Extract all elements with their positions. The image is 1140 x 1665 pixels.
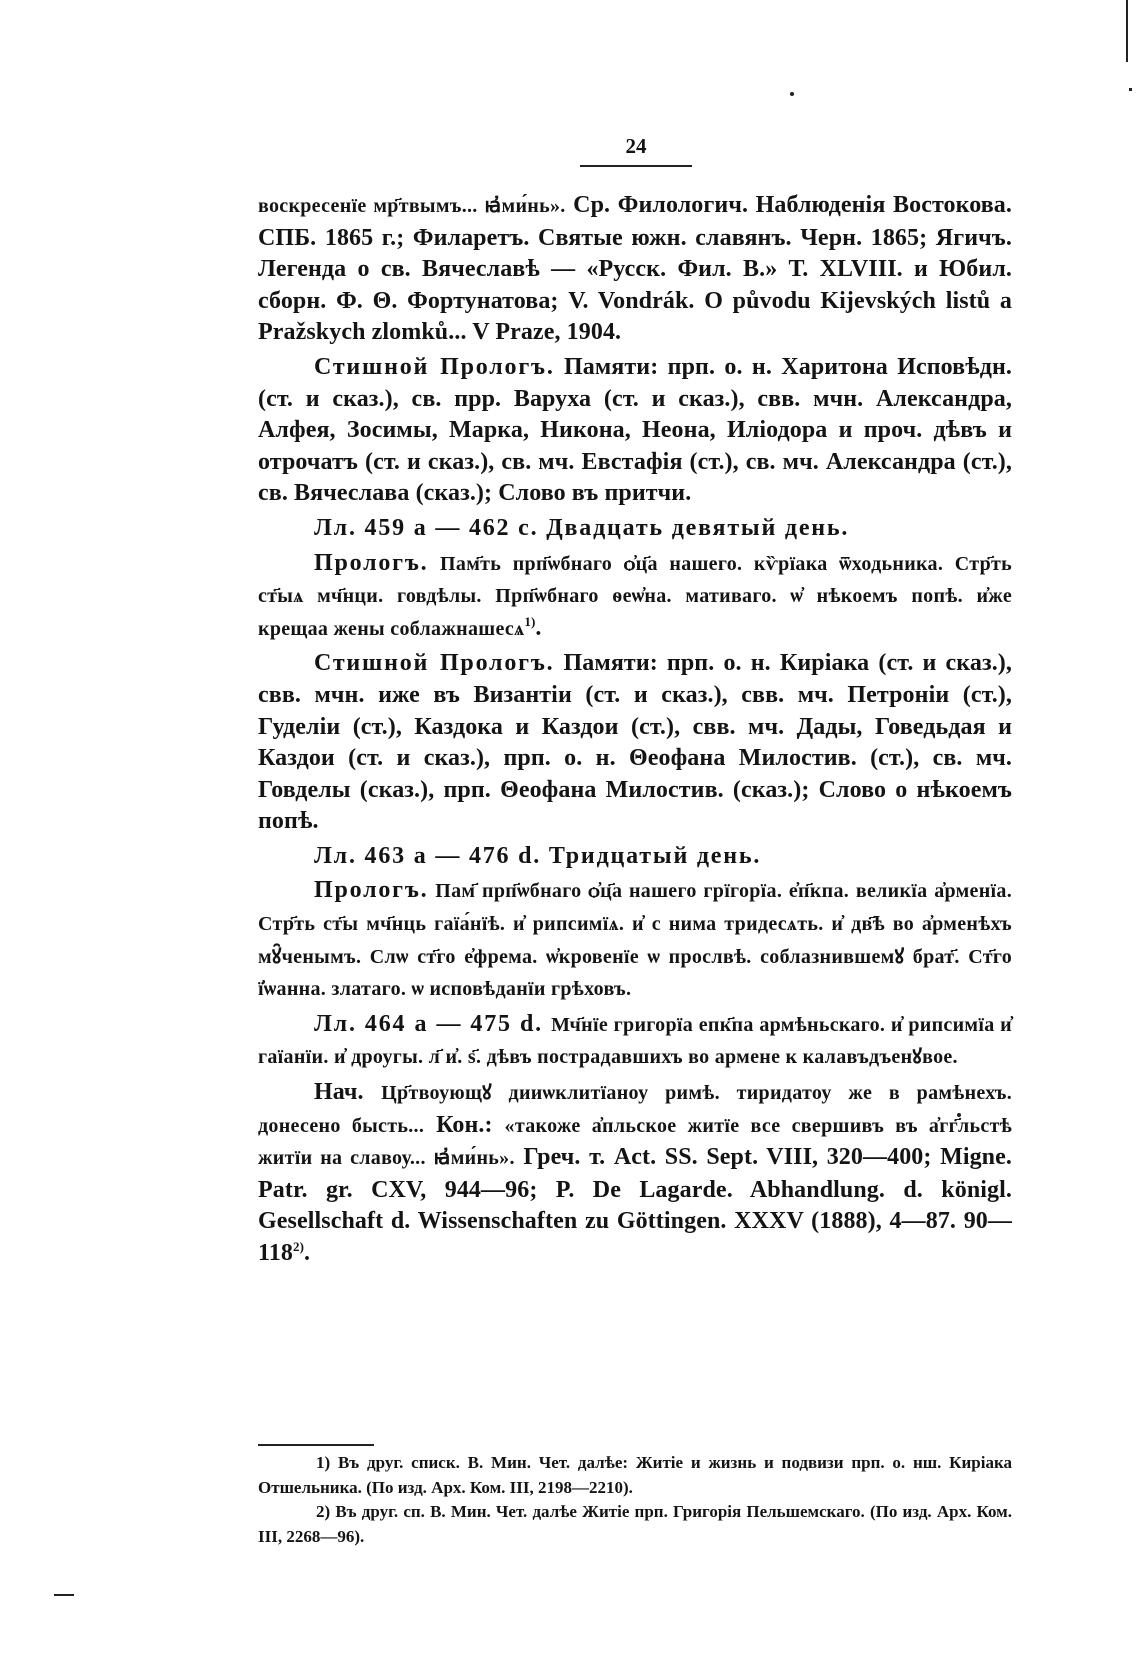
- paragraph: [258, 1077, 1012, 1270]
- paragraph: [258, 875, 1012, 1005]
- text-segment: Стишной Прологъ.: [314, 650, 555, 677]
- text-segment: Прологъ.: [314, 549, 429, 576]
- text-segment: Пам҃ прп҃ѡбнаго ѻ҆ц҃а нашего грїгорїа. е҆п҃кпа. великїа а҆рменїа. Стр҃ть ст҃ы мч҃нць гаїа́нїѣ. и҆ рипсимїѧ. и҆ с нима тридесѧть. и҆ дв҃ѣ во а҆рменѣхъ мꙋ̑ченымъ. Слѡ ст҃го е҆фрема. ѡ҆кровенїе ѡ прослвѣ. соблазнившемꙋ брат҃. Ст҃го ї҆ѡанна. златаго. ѡ исповѣданїи грѣховъ.: [258, 880, 1012, 1001]
- paragraph: [258, 352, 1012, 510]
- text-segment: Цр҃твоующꙋ дииѡклитїаноу римѣ. тиридатоу же в рамѣнехъ. донесено бысть...: [258, 1082, 1013, 1137]
- text-segment: Нач.: [314, 1079, 382, 1106]
- text-segment: Греч. т. Act. SS. Sept. VIII, 320—400; Migne. Patr. gr. CXV, 944—96; P. De Lagarde. Abhandlung. d. königl. Gesellschaft d. Wissenschaften zu Göttingen. XXXV (1888), 4—87. 90—118: [258, 1144, 1012, 1266]
- scan-speck: [790, 92, 794, 96]
- paragraph: [258, 1009, 1012, 1074]
- text-segment: .: [304, 1240, 311, 1266]
- footnote: 1) Въ друг. списк. В. Мин. Чет. далѣе: Житіе и жизнь и подвизи прп. о. нш. Киріака Отшельника. (По изд. Арх. Ком. III, 2198—2210).: [258, 1453, 1012, 1497]
- text-segment: Памяти: прп. о. н. Харитона Исповѣдн. (ст. и сказ.), св. прр. Варуха (ст. и сказ.), свв. мчн. Александра, Алфея, Зосимы, Марка, Никона, Неона, Иліодора и проч. дѣвъ и отрочатъ (ст. и сказ.), св. мч. Евстафія (ст.), св. мч. Александра (ст.), св. Вячеслава (сказ.); Слово въ притчи.: [258, 353, 1013, 507]
- text-segment: Пам҃ть прп҃ѡбнаго ѻ҆ц҃а нашего. кѷрїака ѿходьника. Стр҃ть ст҃ыѧ мч҃нци. говдѣлы. Прп҃ѡбнаго ѳеѡ҆на. мативаго. ѡ҆ нѣкоемъ попѣ. и҆же крещаа жены соблажнашесѧ: [258, 552, 1012, 640]
- paragraph: [258, 841, 1012, 873]
- page-number: 24: [625, 134, 647, 158]
- text-segment: Памяти: прп. о. н. Киріака (ст. и сказ.), свв. мчн. иже въ Византіи (ст. и сказ.), свв. мч. Петроніи (ст.), Гуделіи (ст.), Каздока и Каздои (ст.), свв. мч. Дады, Говедьдая и Каздои (ст. и сказ.), прп. о. н. Θеофана Милостив. (ст.), св. мч. Говделы (сказ.), прп. Θеофана Милостив. (сказ.); Слово о нѣкоемъ попѣ.: [258, 650, 1012, 835]
- text-segment: Прологъ.: [314, 877, 429, 904]
- scan-speck: [1129, 88, 1132, 91]
- footnote-ref: 1): [524, 613, 536, 629]
- text-segment: воскресенїе мр҃твымъ... ꙗ҆ми́нь».: [258, 195, 566, 217]
- footnote-ref: 2): [292, 1239, 305, 1254]
- paragraph: [258, 548, 1012, 646]
- scan-edge-line: [54, 1594, 74, 1596]
- scan-edge-line: [1126, 0, 1128, 62]
- text-segment: Стишной Прологъ.: [314, 353, 555, 380]
- text-segment: Лл. 464 а — 475 d.: [314, 1010, 552, 1037]
- paragraph: [258, 190, 1012, 349]
- paragraph: [258, 648, 1012, 838]
- page-number-rule: [580, 165, 692, 167]
- text-segment: Лл. 459 а — 462 с. Двадцать девятый день.: [314, 514, 850, 541]
- text-segment: .: [535, 614, 542, 641]
- text-segment: Ср. Филологич. Наблюденія Востокова. СПБ. 1865 г.; Филаретъ. Святые южн. славянъ. Черн. 1865; Ягичъ. Легенда о св. Вячеславѣ — «Русск. Фил. В.» Т. XLVIII. и Юбил. сборн. Ф. Θ. Фортунатова; V. Vondrák. O původu Kijevských listů a Pražskych zlomků... V Praze, 1904.: [258, 192, 1012, 346]
- footnotes: [258, 1451, 1012, 1549]
- footnote-rule: [258, 1444, 374, 1446]
- text-segment: Кон.:: [424, 1111, 505, 1138]
- text-segment: Лл. 463 а — 476 d. Тридцатый день.: [314, 842, 762, 869]
- text-segment: «такоже а҆пльское житїе все свершивъ въ а҆гг҃льстѣ житїи на славоу... ꙗ҆ми́нь».: [258, 1114, 1012, 1170]
- body-text: [258, 190, 1012, 1270]
- footnote: 2) Въ друг. сп. В. Мин. Чет. далѣе Житіе прп. Григорія Пельшемскаго. (По изд. Арх. Ком. III, 2268—96).: [258, 1502, 1012, 1546]
- text-segment: Мч҃нїе григорїа епк҃па армѣньскаго. и҆ рипсимїа и҆ гаїанїи. и҆ дроугы. л҃ и҆. ѕ҃. дѣвъ пострадавшихъ во армене к калавъдъенꙋвое.: [258, 1013, 1012, 1069]
- paragraph: [258, 513, 1012, 545]
